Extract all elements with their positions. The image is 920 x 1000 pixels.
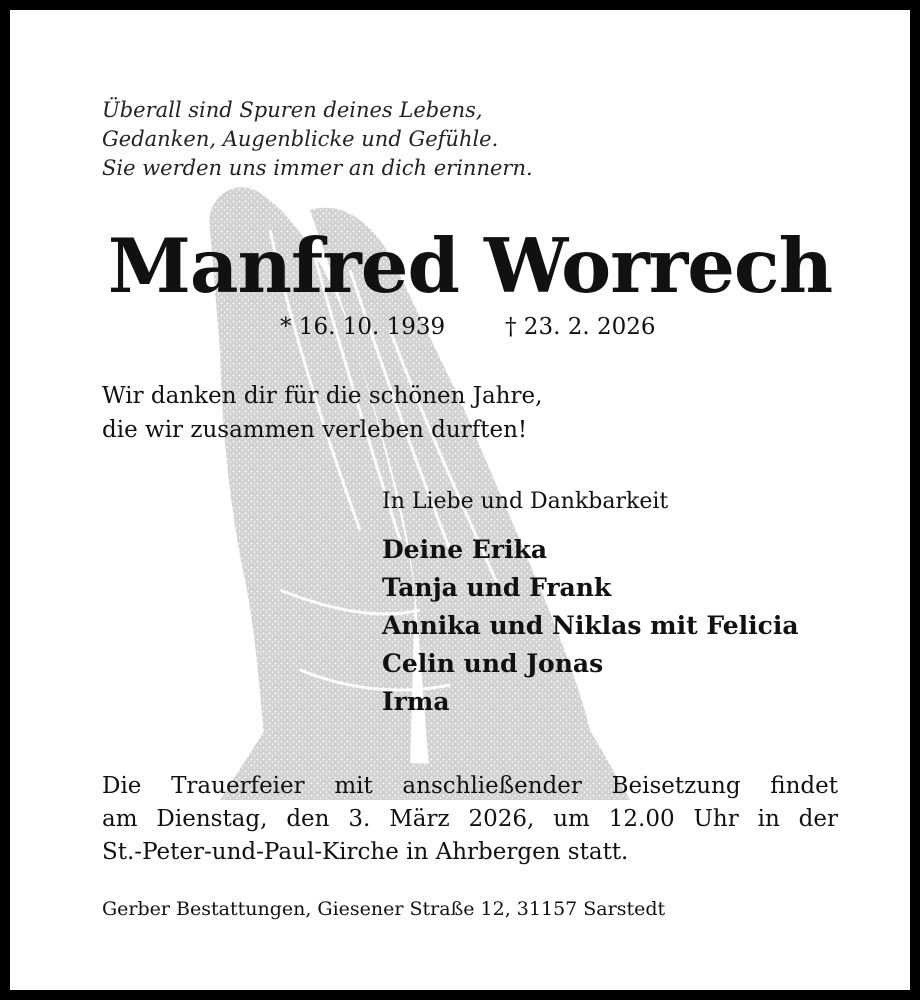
verse-line-1: Überall sind Spuren deines Lebens, [102,98,483,122]
undertaker-info: Gerber Bestattungen, Giesener Straße 12, 31157 Sarstedt [102,898,666,920]
mourners-list [382,531,799,721]
verse-line-3: Sie werden uns immer an dich erinnern. [102,156,533,180]
death-date: † 23. 2. 2026 [505,314,656,340]
mourner-name: Tanja und Frank [382,573,612,602]
verse-line-2: Gedanken, Augenblicke und Gefühle. [102,127,499,151]
mourner-name: Annika und Niklas mit Felicia [382,611,799,640]
memorial-verse [102,96,533,183]
thanks-line-2: die wir zusammen verleben durften! [102,417,528,443]
thanks-message [102,379,542,447]
mourner-name: Deine Erika [382,535,548,564]
funeral-line-3: St.-Peter-und-Paul-Kirche in Ahrbergen statt. [102,839,629,865]
thanks-line-1: Wir danken dir für die schönen Jahre, [102,383,543,409]
funeral-line-2: am Dienstag, den 3. März 2026, um 12.00 Uhr in der [102,806,838,832]
deceased-name: Manfred Worrech [107,222,833,310]
funeral-details [102,770,838,869]
mourner-name: Irma [382,687,450,716]
funeral-line-1: Die Trauerfeier mit anschließender Beisetzung findet [102,773,838,799]
mourner-name: Celin und Jonas [382,649,604,678]
birth-date: * 16. 10. 1939 [280,314,446,340]
closing-phrase: In Liebe und Dankbarkeit [382,489,669,514]
